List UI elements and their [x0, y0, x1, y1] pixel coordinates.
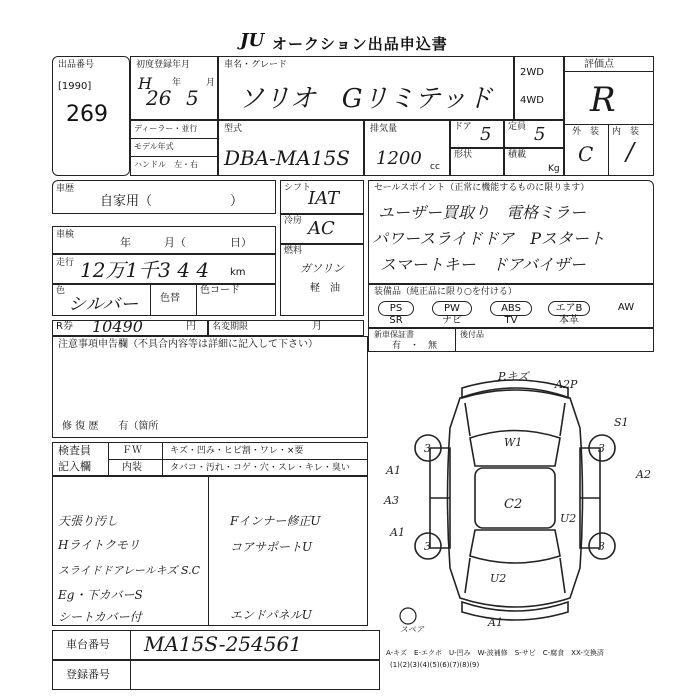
- doors-label: ドア: [454, 122, 472, 132]
- lot-sub: [1990]: [58, 81, 92, 92]
- lot-label: 出品番号: [58, 60, 95, 70]
- displacement-label: 排気量: [370, 124, 398, 134]
- inspector-note-r2: コアサポートU: [230, 540, 313, 554]
- legend-row-2: (1)(2)(3)(4)(5)(6)(7)(8)(9): [390, 661, 480, 669]
- rating-interior: /: [626, 138, 635, 166]
- shape-label: 形状: [454, 150, 473, 160]
- equipment-label: 装備品（純正品に限り○を付ける）: [374, 287, 517, 297]
- diag-wheel-fl: 3: [424, 442, 431, 455]
- recycle-unit: 円: [186, 321, 196, 332]
- rating-exterior-label: 外 装: [572, 127, 600, 137]
- rating-interior-label: 内 装: [612, 127, 640, 137]
- inspector-label-2: 記入欄: [58, 460, 91, 473]
- registration-month-unit: 月: [206, 78, 216, 88]
- mileage-label: 走行: [56, 258, 75, 268]
- rating-exterior: C: [578, 142, 594, 166]
- rating-label: 評価点: [584, 59, 614, 70]
- capacity-value: 5: [534, 124, 546, 145]
- diag-label-c2: C2: [504, 497, 523, 512]
- reg-number-label: 登録番号: [66, 668, 110, 681]
- name-change-label: 名変期限: [212, 322, 249, 332]
- diag-label-a3: A3: [384, 494, 399, 507]
- warranty-label: 新車保証書: [374, 330, 414, 339]
- inspector-fw: ＦＷ: [122, 445, 142, 456]
- cooling-label: 冷房: [284, 216, 303, 226]
- inspector-note-r1: Fインナー修正U: [230, 514, 321, 528]
- vehicle-class-label: 車歴: [56, 184, 75, 194]
- inspector-label-1: 検査員: [58, 444, 91, 457]
- registration-label: 初度登録年月: [136, 60, 191, 70]
- lot-number: 269: [66, 102, 108, 127]
- form-title: オークション出品申込書: [272, 35, 448, 53]
- inspector-interior-items: タバコ・汚れ・コゲ・穴・スレ・キレ・臭い: [170, 463, 350, 473]
- registration-era: H: [138, 74, 152, 93]
- shift-value: IAT: [308, 188, 340, 209]
- equip-leather: 本革: [559, 315, 579, 326]
- inspection-value: 年 月（ 日）: [120, 236, 252, 249]
- inspector-note-l2: Hライトクモリ: [58, 538, 140, 552]
- fuel-label: 燃料: [284, 246, 303, 256]
- recycle-value: 10490: [92, 317, 143, 336]
- inspector-interior: 内装: [122, 462, 142, 473]
- cooling-value: AC: [308, 218, 335, 239]
- diag-label-w1: W1: [504, 436, 523, 449]
- color-code-label: 色コード: [200, 285, 240, 296]
- mileage-unit: km: [230, 267, 246, 278]
- equip-ps: PS: [378, 301, 414, 316]
- inspector-note-r3: エンドパネルU: [230, 608, 312, 622]
- name-change-unit: 月: [312, 321, 322, 332]
- post-install-label: 後付品: [460, 330, 484, 339]
- diag-wheel-rl: 3: [424, 540, 431, 553]
- diag-label-a1-bottom: A1: [488, 616, 503, 629]
- inspector-fw-items: キズ・凹み・ヒビ割・ワレ・×要: [170, 446, 304, 456]
- equip-tv: TV: [504, 315, 518, 326]
- displacement-value: 1200: [376, 148, 422, 169]
- diag-label-s1: S1: [614, 416, 629, 429]
- fuel-diesel: 軽 油: [310, 283, 340, 294]
- drive-2wd: 2WD: [520, 67, 544, 78]
- inspection-label: 車検: [56, 230, 75, 240]
- car-name-label: 車名・グレード: [224, 60, 288, 70]
- registration-year-unit: 年: [172, 78, 182, 88]
- drive-4wd: 4WD: [520, 95, 544, 106]
- equip-navi: ナビ: [442, 315, 462, 326]
- diag-label-top: P.キズ: [498, 370, 529, 383]
- diag-label-u2b: U2: [490, 572, 507, 585]
- dealer-label: ディーラー・並行: [134, 124, 198, 133]
- displacement-unit: cc: [430, 162, 440, 172]
- color-change-label: 色替: [160, 293, 180, 304]
- warranty-value: 有 ・ 無: [392, 341, 438, 351]
- model-label: 型式: [224, 124, 243, 134]
- color-label: 色: [56, 286, 66, 296]
- diag-wheel-fr: 3: [598, 442, 605, 455]
- model-year-label: モデル年式: [134, 142, 174, 151]
- handle-label: ハンドル 左・右: [134, 160, 198, 169]
- diag-label-a1-left2: A1: [390, 526, 405, 539]
- doors-value: 5: [480, 124, 492, 145]
- vehicle-class-value: 自家用（ ）: [100, 194, 244, 209]
- fuel-value: ガソリン: [300, 262, 344, 275]
- registration-year: 26: [146, 86, 172, 110]
- selling-point-line-1: ユーザー買取り 電格ミラー: [378, 203, 587, 222]
- mileage-value: 12万1千3 4 4: [80, 258, 210, 282]
- selling-points-label: セールスポイント（正常に機能するものに限ります）: [374, 183, 590, 193]
- diag-label-a1-left: A1: [386, 464, 401, 477]
- inspector-note-l1: 天張り汚し: [58, 514, 119, 528]
- equip-abs: ABS: [490, 301, 532, 316]
- diag-label-a2-right: A2: [636, 468, 651, 481]
- chassis-value: MA15S-254561: [144, 632, 302, 656]
- equip-aw: AW: [617, 302, 635, 313]
- rating-value: R: [590, 80, 616, 120]
- color-value: シルバー: [68, 294, 139, 315]
- drive-box: [514, 56, 564, 120]
- car-name-value: ソリオ Gリミテッド: [238, 84, 493, 114]
- repair-history: 修 復 歴 有（箇所: [62, 421, 159, 432]
- notes-label: 注意事項申告欄（不具合内容等は詳細に記入して下さい）: [58, 339, 318, 350]
- diag-label-u2: U2: [560, 512, 577, 525]
- registration-month: 5: [186, 86, 199, 110]
- inspector-note-l4: Eg・下カバーS: [58, 588, 143, 602]
- capacity-label: 定員: [508, 122, 527, 132]
- load-label: 積載: [508, 150, 527, 160]
- recycle-label: R券: [56, 321, 73, 332]
- diag-wheel-rr: 3: [598, 540, 605, 553]
- equip-pw: PW: [432, 301, 472, 316]
- inspector-note-l3: スライドドアレールキズ S.C: [58, 564, 201, 577]
- inspector-note-l5: シートカバー付: [58, 610, 142, 624]
- header-logo: JU: [240, 30, 265, 51]
- equip-airbag: エアB: [548, 301, 590, 316]
- diag-label-a2p: A2P: [555, 378, 578, 391]
- equip-sr: SR: [389, 315, 403, 326]
- shift-label: シフト: [284, 183, 312, 193]
- load-unit: Kg: [548, 164, 560, 174]
- legend-row-1: A-キズ E-エクボ U-凹み W-波補修 S-サビ C-腐食 XX-交換済: [386, 649, 604, 657]
- selling-point-line-2: パワースライドドア Pスタート: [372, 229, 606, 248]
- model-value: DBA-MA15S: [224, 146, 351, 170]
- car-damage-diagram: [370, 358, 660, 638]
- selling-point-line-3: スマートキー ドアバイザー: [380, 255, 586, 274]
- diag-label-spare: スペア: [400, 625, 424, 634]
- chassis-label: 車台番号: [66, 638, 110, 651]
